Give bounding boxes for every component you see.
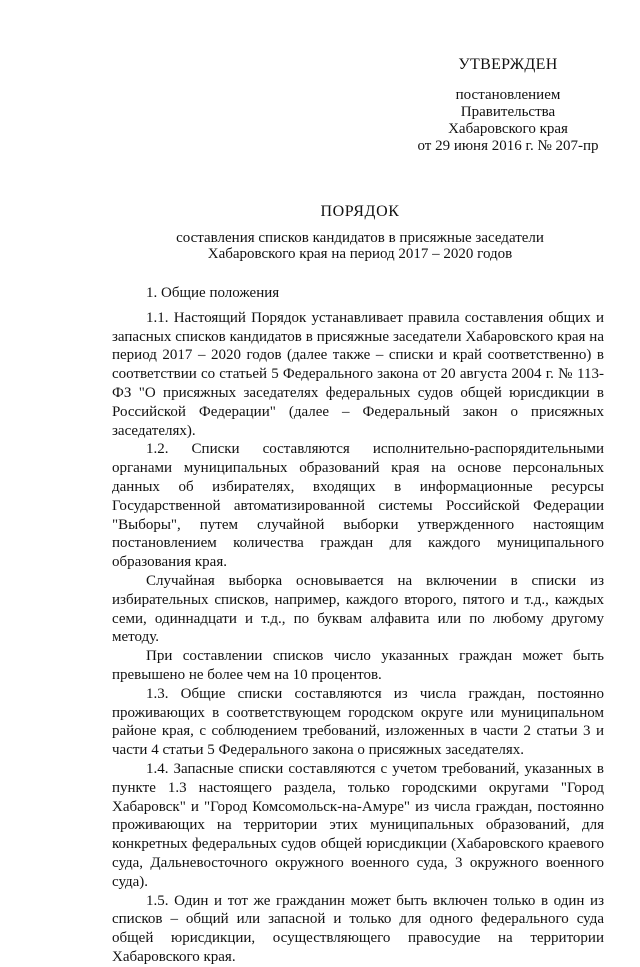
approval-block xyxy=(392,56,624,155)
approval-line: Хабаровского края xyxy=(448,121,568,137)
paragraph: 1.2. Списки составляются исполнительно-распорядительными органами муниципальных образований края на основе персональных данных об избирателях, входящих в информационные ресурсы Государственной автоматизированной системы Российской Федерации "Выборы", путем случайной выборки утвержденного настоящим постановлением количества граждан для каждого муниципального образования края. xyxy=(112,441,604,571)
paragraph: 1.5. Один и тот же гражданин может быть включен только в один из списков – общий или запасной и только для одного федерального суда общей юрисдикции, осуществляющего правосудие на территории Хабаровского края. xyxy=(112,892,604,965)
document-body xyxy=(112,284,604,967)
section-title: 1. Общие положения xyxy=(146,285,280,301)
document-title: ПОРЯДОК xyxy=(320,203,400,220)
paragraph: При составлении списков число указанных граждан может быть превышено не более чем на 10 процентов. xyxy=(112,648,604,683)
paragraph: 1.4. Запасные списки составляются с учетом требований, указанных в пункте 1.3 настоящего раздела, только городскими округами "Город Хабаровск" и "Город Комсомольск-на-Амуре" из числа граждан, постоянно проживающих на территории этих муниципальных образований, для конкретных федеральных судов общей юрисдикции (Хабаровского краевого суда, Дальневосточного окружного военного суда, 3 окружного военного суда). xyxy=(112,760,604,890)
paragraph: 1.1. Настоящий Порядок устанавливает правила составления общих и запасных списков кандидатов в присяжные заседатели Хабаровского края на период 2017 – 2020 годов (далее также – списки и край соответственно) в соответствии со статьей 5 Федерального закона от 20 августа 2004 г. № 113-ФЗ "О присяжных заседателях федеральных судов общей юрисдикции в Российской Федерации" (далее – Федеральный закон о присяжных заседателях). xyxy=(112,309,604,439)
paragraph: Случайная выборка основывается на включении в списки из избирательных списков, например, каждого второго, пятого и т.д., каждых семи, одиннадцати и т.д., по буквам алфавита или по любому другому методу. xyxy=(112,572,604,646)
document-heading xyxy=(140,204,580,262)
document-subtitle-line: Хабаровского края на период 2017 – 2020 годов xyxy=(207,246,513,262)
approval-date-line: от 29 июня 2016 г. № 207-пр xyxy=(417,138,599,154)
approval-line: Правительства xyxy=(460,104,556,120)
document-subtitle-line: составления списков кандидатов в присяжные заседатели xyxy=(176,230,544,246)
approval-line: постановлением xyxy=(455,87,561,103)
paragraph: 1.3. Общие списки составляются из числа граждан, постоянно проживающих в соответствующем городском округе или муниципальном районе края, с соблюдением требований, изложенных в части 2 статьи 3 и части 4 статьи 5 Федерального закона о присяжных заседателях. xyxy=(112,685,604,759)
approval-title: УТВЕРЖДЕН xyxy=(458,56,558,73)
